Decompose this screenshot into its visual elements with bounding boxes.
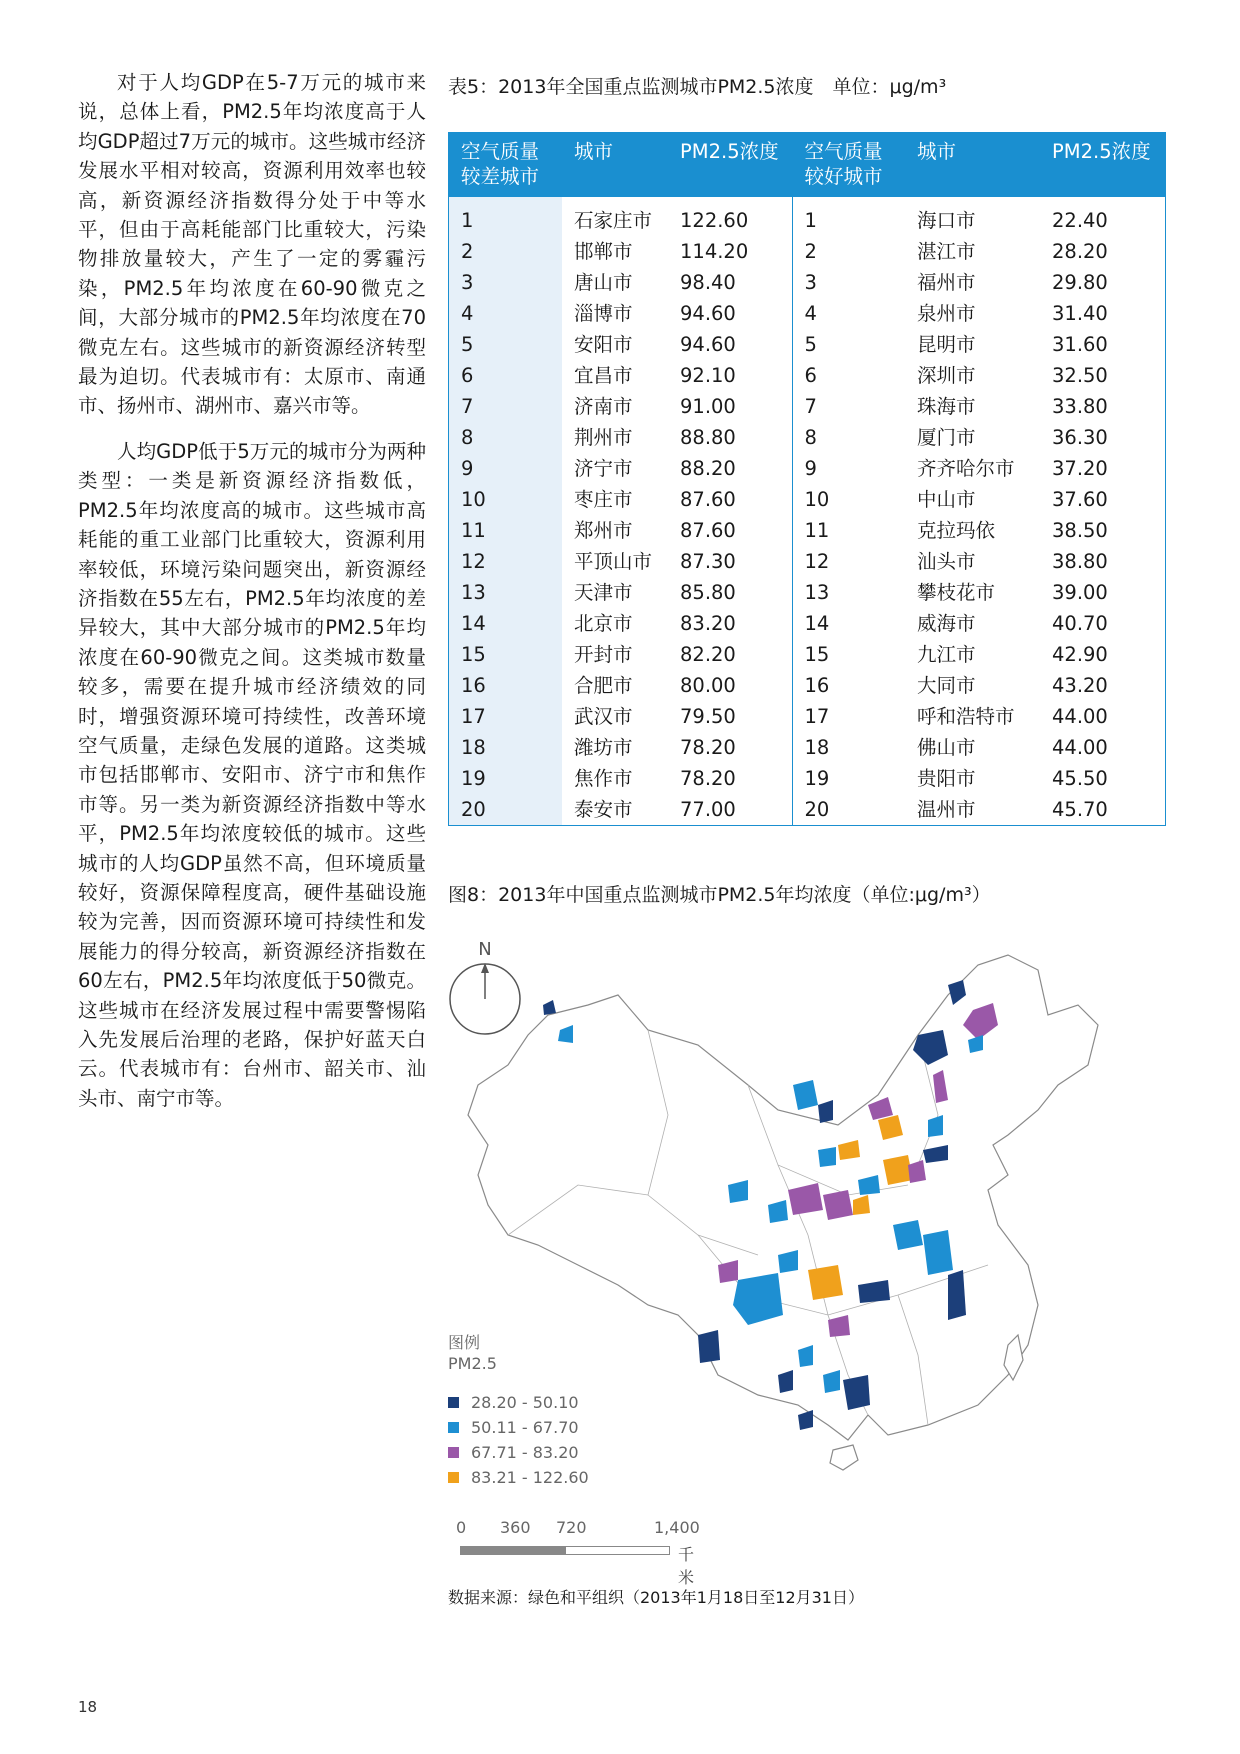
region-orange	[808, 1265, 843, 1300]
pm25-best: 28.20	[1052, 240, 1108, 263]
pm25-worst: 114.20	[680, 240, 749, 263]
table-row	[449, 794, 1165, 825]
table-row	[449, 701, 1165, 732]
city-worst: 北京市	[574, 612, 633, 635]
header-pm25-2: PM2.5浓度	[1040, 133, 1165, 197]
rank-best: 11	[792, 515, 905, 546]
rank-worst: 10	[449, 484, 562, 515]
rank-best: 18	[792, 732, 905, 763]
data-source: 数据来源：绿色和平组织（2013年1月18日至12月31日）	[448, 1588, 864, 1607]
city-worst: 武汉市	[574, 705, 633, 728]
city-worst: 潍坊市	[574, 736, 633, 759]
pm25-worst: 85.80	[680, 581, 736, 604]
city-worst: 郑州市	[574, 519, 633, 542]
legend-subtitle: PM2.5	[448, 1354, 497, 1373]
paragraph-2: 人均GDP低于5万元的城市分为两种类型：一类是新资源经济指数低，PM2.5年均浓度高的城市。这些城市高耗能的重工业部门比重较大，资源利用率较低，环境污染问题突出，新资源经济指数在55左右，PM2.5年均浓度的差异较大，其中大部分城市的PM2.5年均浓度在60-90微克之间。这类城市数量较多，需要在提升城市经济绩效的同时，增强资源环境可持续性，改善环境空气质量，走绿色发展的道路。这类城市包括邯郸市、安阳市、济宁市和焦作市等。另一类为新资源经济指数中等水平，PM2.5年均浓度较低的城市。这些城市的人均GDP虽然不高，但环境质量较好，资源保障程度高，硬件基础设施较为完善，因而资源环境可持续性和发展能力的得分较高，新资源经济指数在60左右，PM2.5年均浓度低于50微克。这些城市在经济发展过程中需要警惕陷入先发展后治理的老路，保护好蓝天白云。代表城市有：台州市、韶关市、汕头市、南宁市等。	[78, 439, 426, 1110]
pm25-worst: 122.60	[680, 209, 749, 232]
pm25-best: 31.40	[1052, 302, 1108, 325]
region-orange	[883, 1155, 913, 1185]
legend-label: 28.20 - 50.10	[471, 1393, 579, 1412]
rank-worst: 8	[449, 422, 562, 453]
pm25-best: 45.50	[1052, 767, 1108, 790]
table-row	[449, 267, 1165, 298]
legend-swatch	[448, 1397, 459, 1408]
table-row	[449, 391, 1165, 422]
rank-best: 13	[792, 577, 905, 608]
city-best: 昆明市	[917, 333, 976, 356]
table-row	[449, 577, 1165, 608]
rank-best: 12	[792, 546, 905, 577]
rank-best: 16	[792, 670, 905, 701]
rank-best: 2	[792, 236, 905, 267]
table-row	[449, 670, 1165, 701]
rank-best: 7	[792, 391, 905, 422]
pm25-best: 38.80	[1052, 550, 1108, 573]
pm25-worst: 87.60	[680, 519, 736, 542]
pm25-best: 44.00	[1052, 705, 1108, 728]
hainan-outline	[830, 1445, 858, 1470]
rank-best: 1	[792, 197, 905, 236]
scale-label: 1,400	[654, 1518, 700, 1537]
city-worst: 唐山市	[574, 271, 633, 294]
city-best: 贵阳市	[917, 767, 976, 790]
pm25-worst: 94.60	[680, 333, 736, 356]
pm25-best: 37.60	[1052, 488, 1108, 511]
rank-worst: 1	[449, 197, 562, 236]
north-label: N	[478, 939, 492, 960]
pm25-best: 40.70	[1052, 612, 1108, 635]
pm25-best: 32.50	[1052, 364, 1108, 387]
region-purple	[823, 1190, 853, 1220]
pm25-worst: 82.20	[680, 643, 736, 666]
city-worst: 天津市	[574, 581, 633, 604]
pm25-worst: 91.00	[680, 395, 736, 418]
legend-item	[448, 1390, 589, 1415]
city-worst: 济南市	[574, 395, 633, 418]
city-best: 泉州市	[917, 302, 976, 325]
rank-worst: 2	[449, 236, 562, 267]
city-best: 齐齐哈尔市	[917, 457, 1015, 480]
city-best: 海口市	[917, 209, 976, 232]
pm25-worst: 77.00	[680, 798, 736, 821]
rank-worst: 18	[449, 732, 562, 763]
table-caption: 表5：2013年全国重点监测城市PM2.5浓度 单位：μg/m³	[448, 76, 947, 98]
city-best: 攀枝花市	[917, 581, 996, 604]
rank-best: 6	[792, 360, 905, 391]
pm25-worst: 88.20	[680, 457, 736, 480]
city-worst: 邯郸市	[574, 240, 633, 263]
pm25-worst: 94.60	[680, 302, 736, 325]
legend-label: 83.21 - 122.60	[471, 1468, 589, 1487]
rank-worst: 19	[449, 763, 562, 794]
rank-best: 20	[792, 794, 905, 825]
page-number: 18	[78, 1698, 98, 1716]
region-dark	[818, 1100, 833, 1123]
pm25-best: 33.80	[1052, 395, 1108, 418]
pm25-best: 31.60	[1052, 333, 1108, 356]
pm25-table	[448, 132, 1166, 826]
city-best: 呼和浩特市	[917, 705, 1015, 728]
table-row	[449, 298, 1165, 329]
pm25-worst: 88.80	[680, 426, 736, 449]
north-arrow	[450, 939, 520, 1034]
legend-swatch	[448, 1447, 459, 1458]
scale-bar	[456, 1518, 700, 1587]
city-best: 中山市	[917, 488, 976, 511]
rank-worst: 16	[449, 670, 562, 701]
rank-worst: 6	[449, 360, 562, 391]
city-worst: 平顶山市	[574, 550, 653, 573]
header-pm25: PM2.5浓度	[668, 133, 792, 197]
city-worst: 安阳市	[574, 333, 633, 356]
table-row	[449, 422, 1165, 453]
rank-worst: 9	[449, 453, 562, 484]
region-dark	[698, 1330, 720, 1363]
table-header-row	[449, 133, 1165, 197]
city-best: 佛山市	[917, 736, 976, 759]
pm25-worst: 92.10	[680, 364, 736, 387]
rank-best: 5	[792, 329, 905, 360]
city-worst: 石家庄市	[574, 209, 653, 232]
city-worst: 焦作市	[574, 767, 633, 790]
scale-label: 720	[556, 1518, 587, 1537]
city-worst: 泰安市	[574, 798, 633, 821]
pm25-worst: 78.20	[680, 767, 736, 790]
city-worst: 开封市	[574, 643, 633, 666]
body-text	[78, 68, 426, 1129]
city-worst: 淄博市	[574, 302, 633, 325]
scale-label: 360	[500, 1518, 531, 1537]
city-best: 深圳市	[917, 364, 976, 387]
pm25-worst: 87.60	[680, 488, 736, 511]
pm25-best: 38.50	[1052, 519, 1108, 542]
rank-worst: 12	[449, 546, 562, 577]
legend-label: 50.11 - 67.70	[471, 1418, 579, 1437]
rank-best: 15	[792, 639, 905, 670]
pm25-best: 39.00	[1052, 581, 1108, 604]
rank-worst: 13	[449, 577, 562, 608]
table-row	[449, 329, 1165, 360]
table-row	[449, 763, 1165, 794]
city-worst: 宜昌市	[574, 364, 633, 387]
table-row	[449, 639, 1165, 670]
city-best: 福州市	[917, 271, 976, 294]
figure-caption: 图8：2013年中国重点监测城市PM2.5年均浓度（单位:μg/m³）	[448, 884, 991, 906]
rank-best: 9	[792, 453, 905, 484]
legend-title: 图例	[448, 1333, 481, 1352]
rank-best: 8	[792, 422, 905, 453]
city-worst: 合肥市	[574, 674, 633, 697]
city-best: 克拉玛依	[917, 519, 996, 542]
rank-best: 10	[792, 484, 905, 515]
pm25-worst: 80.00	[680, 674, 736, 697]
pm25-best: 42.90	[1052, 643, 1108, 666]
rank-best: 19	[792, 763, 905, 794]
region-dark	[948, 1270, 966, 1320]
legend-swatch	[448, 1422, 459, 1433]
city-best: 温州市	[917, 798, 976, 821]
rank-worst: 11	[449, 515, 562, 546]
table-row	[449, 546, 1165, 577]
pm25-best: 36.30	[1052, 426, 1108, 449]
region-dark	[798, 1410, 813, 1430]
pm25-worst: 83.20	[680, 612, 736, 635]
legend-swatch	[448, 1472, 459, 1483]
pm25-worst: 98.40	[680, 271, 736, 294]
pm25-best: 29.80	[1052, 271, 1108, 294]
city-best: 厦门市	[917, 426, 976, 449]
legend-item	[448, 1465, 589, 1490]
table-row	[449, 484, 1165, 515]
city-worst: 枣庄市	[574, 488, 633, 511]
table-row	[449, 360, 1165, 391]
pm25-best: 44.00	[1052, 736, 1108, 759]
pm25-worst: 79.50	[680, 705, 736, 728]
scale-unit: 千米	[678, 1545, 695, 1587]
city-best: 珠海市	[917, 395, 976, 418]
city-best: 汕头市	[917, 550, 976, 573]
pm25-worst: 87.30	[680, 550, 736, 573]
region-dark	[543, 1000, 556, 1015]
scale-label: 0	[456, 1518, 467, 1537]
city-best: 湛江市	[917, 240, 976, 263]
pm25-best: 45.70	[1052, 798, 1108, 821]
table-row	[449, 608, 1165, 639]
table-row	[449, 453, 1165, 484]
rank-worst: 17	[449, 701, 562, 732]
rank-worst: 7	[449, 391, 562, 422]
legend-label: 67.71 - 83.20	[471, 1443, 579, 1462]
paragraph-1: 对于人均GDP在5-7万元的城市来说，总体上看，PM2.5年均浓度高于人均GDP超过7万元的城市。这些城市经济发展水平相对较高，资源利用效率也较高，新资源经济指数得分处于中等水平，但由于高耗能部门比重较大，污染物排放量较大，产生了一定的雾霾污染，PM2.5年均浓度在60-90微克之间，大部分城市的PM2.5年均浓度在70微克左右。这些城市的新资源经济转型最为迫切。代表城市有：太原市、南通市、扬州市、湖州市、嘉兴市等。	[78, 71, 426, 418]
rank-worst: 3	[449, 267, 562, 298]
rank-best: 4	[792, 298, 905, 329]
pm25-best: 22.40	[1052, 209, 1108, 232]
region-blue	[893, 1220, 923, 1250]
header-city-2: 城市	[905, 133, 1040, 197]
rank-best: 17	[792, 701, 905, 732]
city-worst: 济宁市	[574, 457, 633, 480]
table-row	[449, 515, 1165, 546]
region-blue	[793, 1080, 818, 1110]
header-city: 城市	[562, 133, 668, 197]
rank-worst: 4	[449, 298, 562, 329]
rank-worst: 5	[449, 329, 562, 360]
pm25-best: 43.20	[1052, 674, 1108, 697]
map-legend	[448, 1330, 589, 1490]
rank-best: 3	[792, 267, 905, 298]
table-row	[449, 732, 1165, 763]
legend-item	[448, 1415, 589, 1440]
rank-best: 14	[792, 608, 905, 639]
city-worst: 荆州市	[574, 426, 633, 449]
table-row	[449, 197, 1165, 236]
region-blue	[818, 1147, 836, 1167]
pm25-worst: 78.20	[680, 736, 736, 759]
header-best: 空气质量较好城市	[792, 133, 905, 197]
rank-worst: 15	[449, 639, 562, 670]
header-worst: 空气质量较差城市	[449, 133, 562, 197]
table-row	[449, 236, 1165, 267]
pm25-best: 37.20	[1052, 457, 1108, 480]
city-best: 九江市	[917, 643, 976, 666]
city-best: 大同市	[917, 674, 976, 697]
region-blue	[923, 1230, 953, 1275]
legend-item	[448, 1440, 589, 1465]
city-best: 威海市	[917, 612, 976, 635]
rank-worst: 14	[449, 608, 562, 639]
rank-worst: 20	[449, 794, 562, 825]
